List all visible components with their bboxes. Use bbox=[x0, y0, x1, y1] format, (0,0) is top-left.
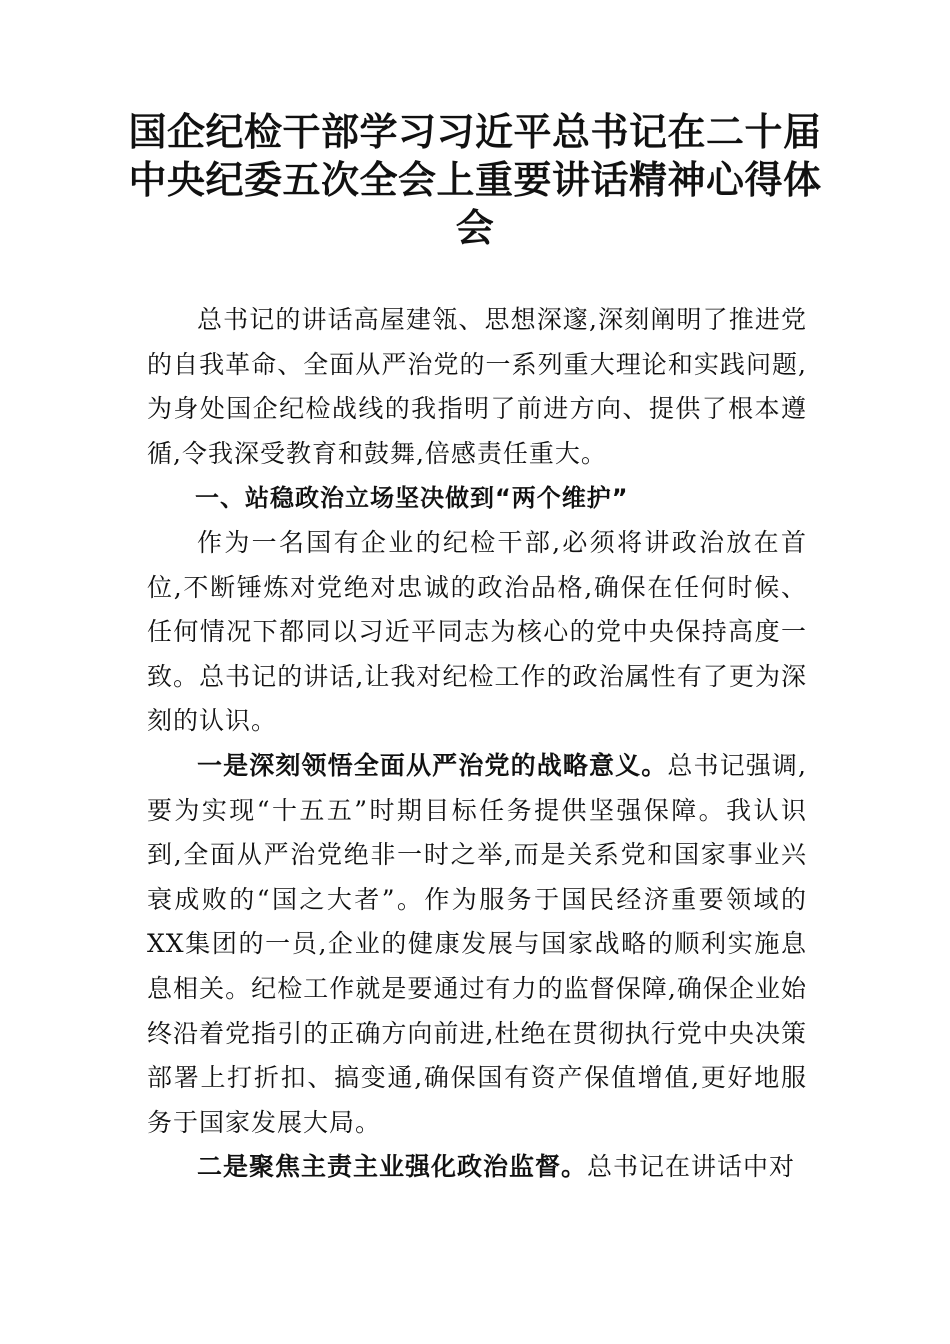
document-body bbox=[147, 298, 807, 1190]
point-1-text: 总书记强调,要为实现“十五五”时期目标任务提供坚强保障。我认识到,全面从严治党绝非一时之举,而是关系党和国家事业兴衰成败的“国之大者”。作为服务于国民经济重要领域的XX集团的一员,企业的健康发展与国家战略的顺利实施息息相关。纪检工作就是要通过有力的监督保障,确保企业始终沿着党指引的正确方向前进,杜绝在贯彻执行党中央决策部署上打折扣、搞变通,确保国有资产保值增值,更好地服务于国家发展大局。 bbox=[147, 750, 807, 1137]
document-title: 国企纪检干部学习习近平总书记在二十届中央纪委五次全会上重要讲话精神心得体会 bbox=[128, 109, 822, 250]
intro-paragraph: 总书记的讲话高屋建瓴、思想深邃,深刻阐明了推进党的自我革命、全面从严治党的一系列重大理论和实践问题,为身处国企纪检战线的我指明了前进方向、提供了根本遵循,令我深受教育和鼓舞,倍感责任重大。 bbox=[147, 305, 807, 468]
point-1-lead: 一是深刻领悟全面从严治党的战略意义。 bbox=[197, 750, 668, 780]
point-2-text: 总书记在讲话中对 bbox=[587, 1152, 796, 1182]
point-1-paragraph bbox=[147, 744, 807, 1145]
section-heading-1: 一、站稳政治立场坚决做到“两个维护” bbox=[195, 484, 629, 513]
section-1-paragraph: 作为一名国有企业的纪检干部,必须将讲政治放在首位,不断锤炼对党绝对忠诚的政治品格,确保在任何时候、任何情况下都同以习近平同志为核心的党中央保持高度一致。总书记的讲话,让我对纪检工作的政治属性有了更为深刻的认识。 bbox=[147, 527, 807, 736]
point-2-lead: 二是聚焦主责主业强化政治监督。 bbox=[197, 1152, 588, 1182]
point-2-paragraph bbox=[147, 1145, 807, 1190]
